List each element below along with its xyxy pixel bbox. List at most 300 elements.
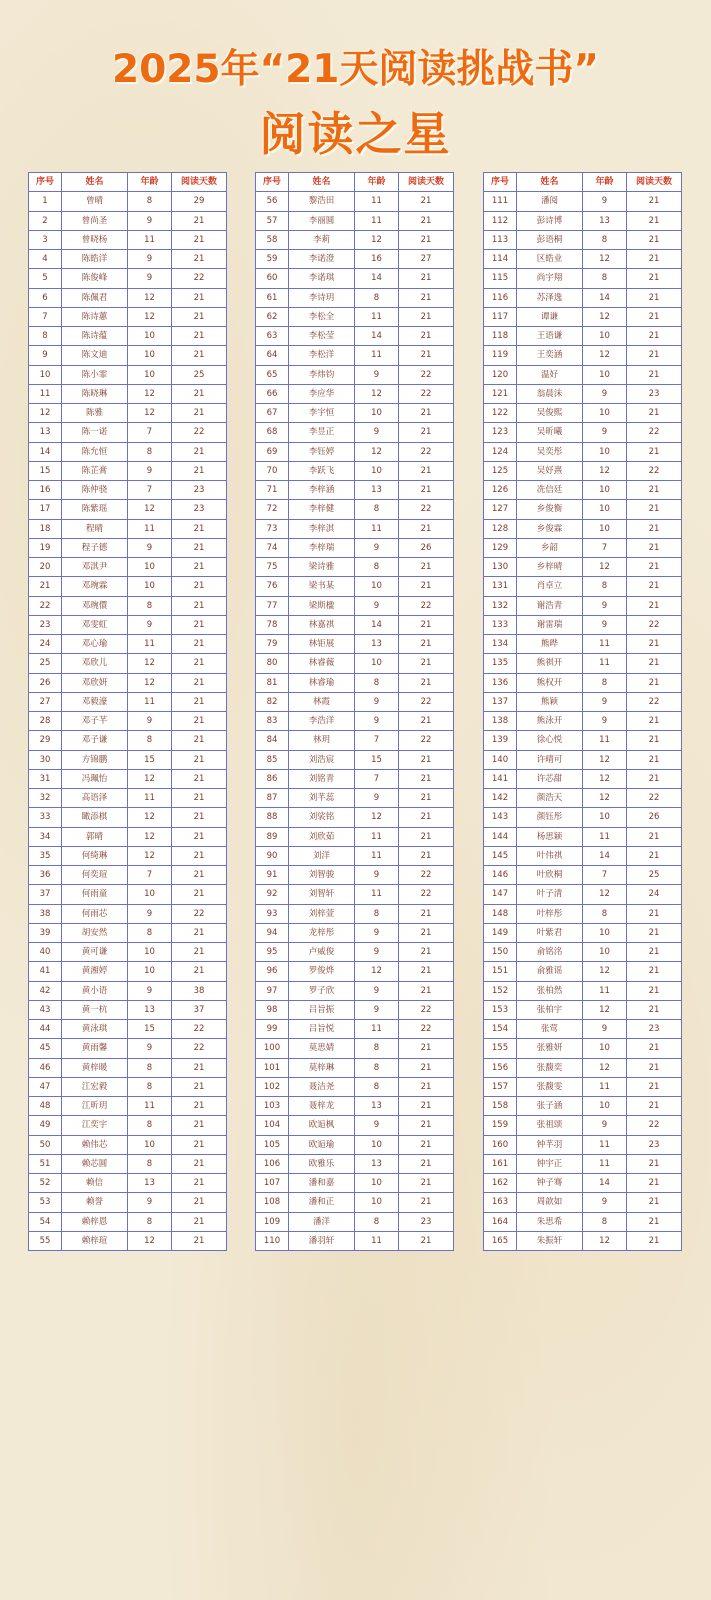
cell-name: 黄可谦: [62, 943, 128, 962]
cell-name: 尚宇翔: [517, 269, 583, 288]
cell-number: 158: [484, 1097, 517, 1116]
cell-name: 李应华: [289, 384, 355, 403]
cell-number: 51: [29, 1154, 62, 1173]
table-row: [29, 692, 227, 711]
cell-days: 21: [399, 1135, 454, 1154]
cell-days: 23: [172, 481, 227, 500]
table-row: [484, 250, 682, 269]
cell-number: 144: [484, 827, 517, 846]
cell-number: 150: [484, 943, 517, 962]
cell-days: 21: [399, 846, 454, 865]
cell-number: 163: [484, 1193, 517, 1212]
table-row: [484, 885, 682, 904]
cell-name: 许晴可: [517, 750, 583, 769]
cell-name: 黄泳琪: [62, 1020, 128, 1039]
cell-number: 111: [484, 192, 517, 211]
roster-table-3: [483, 172, 682, 1251]
table-row: [256, 962, 454, 981]
table-row: [484, 981, 682, 1000]
cell-age: 9: [355, 1116, 399, 1135]
cell-age: 11: [355, 346, 399, 365]
cell-age: 13: [355, 481, 399, 500]
cell-age: 11: [583, 981, 627, 1000]
cell-days: 21: [172, 923, 227, 942]
cell-name: 莫思婧: [289, 1039, 355, 1058]
cell-age: 14: [583, 846, 627, 865]
cell-name: 李浩洋: [289, 712, 355, 731]
cell-days: 21: [627, 250, 682, 269]
cell-number: 27: [29, 692, 62, 711]
cell-name: 黄小语: [62, 981, 128, 1000]
cell-days: 21: [627, 288, 682, 307]
cell-number: 140: [484, 750, 517, 769]
cell-number: 11: [29, 384, 62, 403]
cell-number: 135: [484, 654, 517, 673]
cell-days: 21: [399, 1058, 454, 1077]
cell-age: 10: [355, 1174, 399, 1193]
cell-number: 30: [29, 750, 62, 769]
cell-days: 23: [399, 1212, 454, 1231]
table-row: [29, 615, 227, 634]
cell-number: 91: [256, 866, 289, 885]
cell-age: 12: [355, 808, 399, 827]
cell-age: 10: [128, 365, 172, 384]
cell-days: 21: [399, 1231, 454, 1250]
cell-age: 11: [583, 654, 627, 673]
cell-age: 12: [355, 442, 399, 461]
cell-name: 张子涵: [517, 1097, 583, 1116]
table-row: [29, 981, 227, 1000]
table-row: [484, 1231, 682, 1250]
table-row: [29, 731, 227, 750]
cell-name: 梁斯楹: [289, 596, 355, 615]
cell-age: 9: [128, 904, 172, 923]
cell-days: 21: [399, 558, 454, 577]
cell-name: 赖信: [62, 1174, 128, 1193]
cell-number: 61: [256, 288, 289, 307]
table-row: [256, 1212, 454, 1231]
cell-age: 12: [128, 288, 172, 307]
table-row: [256, 1039, 454, 1058]
cell-age: 14: [355, 327, 399, 346]
cell-name: 欧逅瑜: [289, 1135, 355, 1154]
cell-days: 21: [399, 635, 454, 654]
cell-name: 吕旨振: [289, 1000, 355, 1019]
cell-name: 王奕涵: [517, 346, 583, 365]
cell-number: 22: [29, 596, 62, 615]
cell-name: 朱振轩: [517, 1231, 583, 1250]
cell-days: 21: [399, 230, 454, 249]
cell-number: 19: [29, 538, 62, 557]
cell-age: 9: [355, 423, 399, 442]
cell-name: 李昱正: [289, 423, 355, 442]
cell-number: 139: [484, 731, 517, 750]
table-row: [256, 866, 454, 885]
table-row: [29, 923, 227, 942]
cell-age: 10: [128, 1135, 172, 1154]
cell-name: 陈小霏: [62, 365, 128, 384]
table-row: [484, 404, 682, 423]
cell-number: 16: [29, 481, 62, 500]
cell-number: 12: [29, 404, 62, 423]
cell-number: 130: [484, 558, 517, 577]
cell-name: 陈晓琳: [62, 384, 128, 403]
table-row: [256, 981, 454, 1000]
cell-age: 8: [355, 1058, 399, 1077]
table-row: [484, 500, 682, 519]
cell-name: 李宇恒: [289, 404, 355, 423]
cell-name: 熊祺开: [517, 654, 583, 673]
table-row: [484, 962, 682, 981]
cell-age: 9: [128, 981, 172, 1000]
cell-age: 9: [128, 615, 172, 634]
cell-number: 107: [256, 1174, 289, 1193]
cell-age: 16: [355, 250, 399, 269]
cell-age: 9: [355, 789, 399, 808]
cell-days: 21: [627, 635, 682, 654]
cell-age: 12: [128, 673, 172, 692]
table-row: [484, 230, 682, 249]
cell-days: 21: [172, 211, 227, 230]
cell-number: 146: [484, 866, 517, 885]
cell-name: 谢雷瑞: [517, 615, 583, 634]
cell-name: 林嘉祺: [289, 615, 355, 634]
cell-days: 21: [399, 1039, 454, 1058]
table-row: [484, 1039, 682, 1058]
cell-name: 乡梓晴: [517, 558, 583, 577]
cell-number: 76: [256, 577, 289, 596]
cell-days: 21: [627, 846, 682, 865]
cell-name: 李丽圆: [289, 211, 355, 230]
cell-number: 78: [256, 615, 289, 634]
cell-number: 147: [484, 885, 517, 904]
cell-age: 14: [355, 269, 399, 288]
cell-number: 34: [29, 827, 62, 846]
cell-age: 8: [128, 596, 172, 615]
cell-age: 11: [128, 635, 172, 654]
cell-age: 9: [355, 943, 399, 962]
table-row: [484, 346, 682, 365]
cell-number: 14: [29, 442, 62, 461]
cell-number: 62: [256, 307, 289, 326]
cell-name: 邓雯虹: [62, 615, 128, 634]
table-row: [256, 943, 454, 962]
cell-days: 21: [172, 1231, 227, 1250]
cell-number: 90: [256, 846, 289, 865]
cell-number: 142: [484, 789, 517, 808]
cell-days: 21: [399, 673, 454, 692]
cell-days: 21: [172, 288, 227, 307]
table-row: [29, 577, 227, 596]
cell-age: 8: [128, 731, 172, 750]
cell-days: 21: [399, 1116, 454, 1135]
cell-age: 15: [128, 750, 172, 769]
table-row: [484, 827, 682, 846]
cell-number: 131: [484, 577, 517, 596]
cell-days: 21: [172, 384, 227, 403]
table-row: [29, 327, 227, 346]
cell-age: 11: [355, 192, 399, 211]
table-row: [484, 1058, 682, 1077]
cell-name: 陈诗蕙: [62, 307, 128, 326]
cell-age: 12: [128, 808, 172, 827]
cell-days: 21: [172, 673, 227, 692]
table-row: [29, 288, 227, 307]
cell-age: 9: [355, 692, 399, 711]
cell-name: 颜钰彤: [517, 808, 583, 827]
cell-number: 104: [256, 1116, 289, 1135]
cell-number: 29: [29, 731, 62, 750]
table-row: [484, 481, 682, 500]
cell-days: 23: [172, 500, 227, 519]
cell-number: 55: [29, 1231, 62, 1250]
cell-name: 彭语桐: [517, 230, 583, 249]
table-row: [29, 1097, 227, 1116]
cell-age: 8: [583, 673, 627, 692]
cell-name: 陈皓洋: [62, 250, 128, 269]
cell-age: 9: [128, 712, 172, 731]
cell-name: 聂梓龙: [289, 1097, 355, 1116]
table-row: [484, 365, 682, 384]
cell-number: 36: [29, 866, 62, 885]
cell-number: 161: [484, 1154, 517, 1173]
cell-number: 154: [484, 1020, 517, 1039]
cell-name: 钟芊羽: [517, 1135, 583, 1154]
cell-number: 86: [256, 769, 289, 788]
table-row: [484, 1097, 682, 1116]
cell-age: 8: [128, 442, 172, 461]
cell-days: 22: [399, 442, 454, 461]
table-row: [256, 558, 454, 577]
cell-days: 21: [172, 1174, 227, 1193]
header-days: 阅读天数: [627, 173, 682, 192]
cell-number: 67: [256, 404, 289, 423]
cell-age: 8: [355, 558, 399, 577]
cell-days: 22: [399, 1020, 454, 1039]
cell-days: 21: [399, 943, 454, 962]
cell-number: 41: [29, 962, 62, 981]
cell-name: 罗俊烨: [289, 962, 355, 981]
table-row: [484, 943, 682, 962]
cell-number: 10: [29, 365, 62, 384]
cell-name: 陈诗蕴: [62, 327, 128, 346]
cell-days: 27: [399, 250, 454, 269]
table-row: [256, 1000, 454, 1019]
cell-days: 21: [172, 346, 227, 365]
table-row: [256, 269, 454, 288]
cell-age: 9: [128, 250, 172, 269]
cell-name: 潘和嘉: [289, 1174, 355, 1193]
cell-name: 林钜展: [289, 635, 355, 654]
cell-days: 21: [172, 1193, 227, 1212]
cell-days: 21: [627, 404, 682, 423]
table-row: [484, 384, 682, 403]
cell-days: 21: [399, 923, 454, 942]
cell-age: 11: [355, 1020, 399, 1039]
cell-number: 9: [29, 346, 62, 365]
table-row: [256, 654, 454, 673]
cell-age: 10: [583, 923, 627, 942]
table-row: [484, 808, 682, 827]
cell-number: 28: [29, 712, 62, 731]
table-row: [29, 519, 227, 538]
table-row: [256, 1154, 454, 1173]
table-row: [29, 211, 227, 230]
cell-number: 159: [484, 1116, 517, 1135]
cell-days: 21: [399, 769, 454, 788]
table-row: [256, 712, 454, 731]
table-row: [29, 904, 227, 923]
table-row: [29, 1000, 227, 1019]
table-row: [256, 500, 454, 519]
cell-number: 80: [256, 654, 289, 673]
cell-age: 10: [355, 654, 399, 673]
cell-name: 熊晔: [517, 635, 583, 654]
cell-number: 3: [29, 230, 62, 249]
cell-name: 钟宇正: [517, 1154, 583, 1173]
cell-age: 13: [128, 1000, 172, 1019]
cell-number: 58: [256, 230, 289, 249]
cell-days: 21: [399, 192, 454, 211]
cell-number: 133: [484, 615, 517, 634]
header-age: 年龄: [355, 173, 399, 192]
cell-number: 160: [484, 1135, 517, 1154]
cell-age: 10: [128, 885, 172, 904]
table-row: [29, 827, 227, 846]
header-number: 序号: [484, 173, 517, 192]
cell-name: 邓欣妍: [62, 673, 128, 692]
table-row: [484, 307, 682, 326]
cell-days: 21: [627, 346, 682, 365]
cell-days: 21: [172, 461, 227, 480]
cell-days: 21: [399, 211, 454, 230]
cell-days: 22: [399, 692, 454, 711]
cell-age: 15: [355, 750, 399, 769]
cell-number: 127: [484, 500, 517, 519]
table-row: [29, 1135, 227, 1154]
cell-days: 23: [627, 384, 682, 403]
cell-age: 8: [355, 904, 399, 923]
header-days: 阅读天数: [399, 173, 454, 192]
cell-age: 7: [583, 866, 627, 885]
table-row: [484, 692, 682, 711]
cell-days: 21: [399, 808, 454, 827]
table-row: [484, 288, 682, 307]
cell-number: 44: [29, 1020, 62, 1039]
table-row: [29, 769, 227, 788]
cell-name: 李跃飞: [289, 461, 355, 480]
cell-age: 12: [128, 404, 172, 423]
cell-name: 张祖颂: [517, 1116, 583, 1135]
cell-age: 10: [128, 943, 172, 962]
cell-days: 21: [627, 481, 682, 500]
cell-days: 21: [399, 1154, 454, 1173]
cell-age: 11: [128, 230, 172, 249]
cell-number: 33: [29, 808, 62, 827]
cell-name: 邓琬霖: [62, 577, 128, 596]
cell-age: 12: [583, 1058, 627, 1077]
cell-days: 25: [172, 365, 227, 384]
cell-days: 22: [172, 1020, 227, 1039]
cell-number: 7: [29, 307, 62, 326]
cell-age: 12: [583, 885, 627, 904]
cell-name: 张馥奕: [517, 1058, 583, 1077]
cell-name: 叶梓彤: [517, 904, 583, 923]
cell-name: 周歆如: [517, 1193, 583, 1212]
table-row: [29, 750, 227, 769]
cell-age: 9: [128, 211, 172, 230]
table-row: [29, 384, 227, 403]
cell-days: 21: [399, 615, 454, 634]
cell-name: 潘羽轩: [289, 1231, 355, 1250]
cell-age: 9: [583, 1193, 627, 1212]
cell-days: 21: [627, 538, 682, 557]
table-row: [484, 712, 682, 731]
cell-age: 8: [128, 1212, 172, 1231]
cell-days: 29: [172, 192, 227, 211]
cell-age: 10: [583, 481, 627, 500]
cell-age: 7: [128, 481, 172, 500]
cell-age: 10: [583, 519, 627, 538]
cell-age: 11: [355, 846, 399, 865]
table-row: [29, 789, 227, 808]
cell-age: 11: [355, 211, 399, 230]
table-row: [256, 365, 454, 384]
table-row: [29, 269, 227, 288]
cell-name: 黄雨馨: [62, 1039, 128, 1058]
cell-age: 10: [128, 346, 172, 365]
cell-days: 22: [399, 885, 454, 904]
cell-age: 8: [128, 1058, 172, 1077]
cell-age: 9: [583, 192, 627, 211]
cell-age: 13: [355, 635, 399, 654]
cell-age: 9: [583, 596, 627, 615]
cell-name: 熊泳开: [517, 712, 583, 731]
cell-age: 10: [583, 943, 627, 962]
cell-number: 37: [29, 885, 62, 904]
cell-name: 熊颖: [517, 692, 583, 711]
cell-name: 俞铭洺: [517, 943, 583, 962]
cell-age: 13: [128, 1174, 172, 1193]
cell-days: 21: [399, 346, 454, 365]
cell-name: 乡俊衡: [517, 500, 583, 519]
header-number: 序号: [29, 173, 62, 192]
cell-name: 区皓业: [517, 250, 583, 269]
cell-age: 13: [355, 1097, 399, 1116]
cell-name: 陈紫瑶: [62, 500, 128, 519]
cell-name: 卢威俊: [289, 943, 355, 962]
cell-days: 22: [399, 384, 454, 403]
cell-name: 聂洁尧: [289, 1077, 355, 1096]
cell-name: 吴妤熹: [517, 461, 583, 480]
cell-days: 21: [172, 654, 227, 673]
cell-age: 12: [128, 1231, 172, 1250]
table-row: [29, 307, 227, 326]
cell-number: 157: [484, 1077, 517, 1096]
table-row: [484, 192, 682, 211]
cell-age: 12: [583, 789, 627, 808]
table-row: [256, 1231, 454, 1250]
table-row: [256, 1135, 454, 1154]
cell-name: 陈仲骁: [62, 481, 128, 500]
cell-name: 吴昕曦: [517, 423, 583, 442]
cell-age: 9: [128, 1193, 172, 1212]
cell-name: 李松洋: [289, 346, 355, 365]
cell-number: 45: [29, 1039, 62, 1058]
table-row: [484, 846, 682, 865]
cell-days: 22: [627, 615, 682, 634]
cell-number: 126: [484, 481, 517, 500]
